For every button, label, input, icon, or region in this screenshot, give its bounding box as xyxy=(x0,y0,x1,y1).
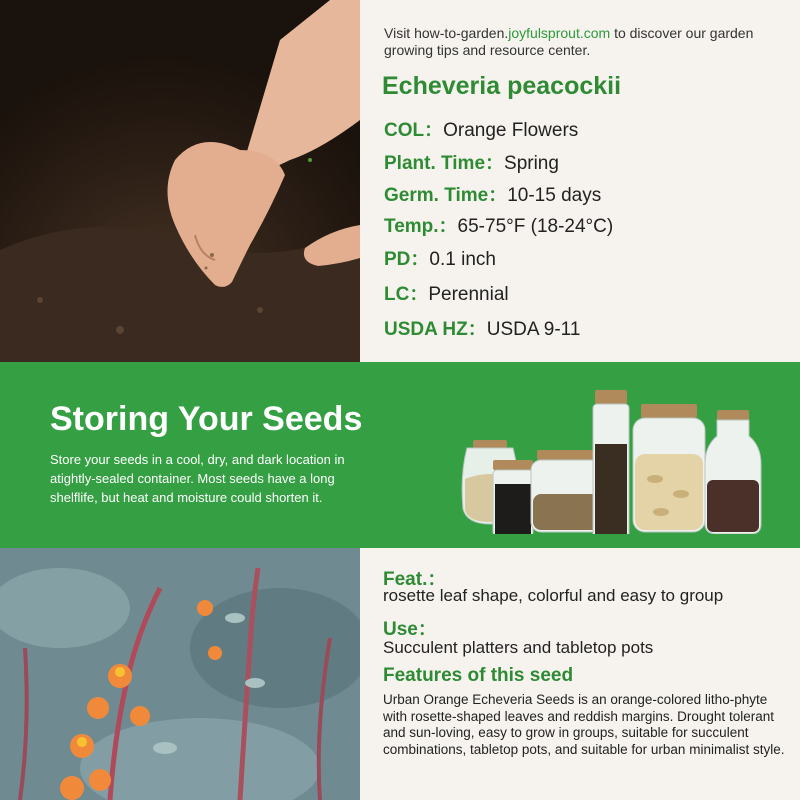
echeveria-flower-photo xyxy=(0,548,360,800)
use-text: Succulent platters and tabletop pots xyxy=(383,638,654,657)
feat-text: rosette leaf shape, colorful and easy to group xyxy=(383,586,724,605)
jar-fine-seeds xyxy=(531,450,601,532)
echeveria-flower-illustration xyxy=(0,548,360,800)
spec-temp: Temp.：65-75°F (18-24°C) xyxy=(384,216,614,237)
jar-mixed-seeds xyxy=(705,410,761,534)
visit-text: Visit how-to-garden.joyfulsprout.com to discover our garden growing tips and resource center. xyxy=(384,25,754,58)
bottom-section xyxy=(0,548,800,800)
jar-tall xyxy=(593,390,629,534)
feat-heading: Feat.： xyxy=(383,569,447,590)
seed-jars-illustration xyxy=(455,384,765,534)
jar-black-seeds xyxy=(493,460,533,534)
use-heading: Use： xyxy=(383,619,437,640)
spec-planting-depth: PD：0.1 inch xyxy=(384,249,496,270)
soil-hand-photo xyxy=(0,0,360,362)
spec-usda-zone: USDA HZ：USDA 9-11 xyxy=(384,319,581,340)
storing-text: Store your seeds in a cool, dry, and dark location in atightly-sealed container. Most seeds have a long shelflife, but heat and moisture could shorten it. xyxy=(50,452,345,505)
jar-pumpkin-seeds xyxy=(633,404,705,532)
storing-band xyxy=(0,362,800,548)
plant-info-panel xyxy=(360,0,800,362)
soil-hand-illustration xyxy=(0,0,360,362)
seed-features-text: Urban Orange Echeveria Seeds is an orange-colored litho-phyte with rosette-shaped leaves and reddish margins. Drought tolerant and sun-loving, easy to grow in groups, suitable for succulent combinations, tabletop pots, and suitable for urban minimalist style. xyxy=(383,692,785,757)
species-name: Echeveria peacockii xyxy=(382,72,622,100)
spec-germ-time: Germ. Time：10-15 days xyxy=(384,185,602,206)
features-panel xyxy=(360,548,800,800)
spec-plant-time: Plant. Time：Spring xyxy=(384,153,559,174)
website-link[interactable]: joyfulsprout.com xyxy=(508,25,611,41)
storing-title: Storing Your Seeds xyxy=(50,400,363,438)
spec-color: COL：Orange Flowers xyxy=(384,120,579,141)
spec-life-cycle: LC：Perennial xyxy=(384,284,509,305)
seed-features-heading: Features of this seed xyxy=(383,665,574,686)
top-section xyxy=(0,0,800,362)
